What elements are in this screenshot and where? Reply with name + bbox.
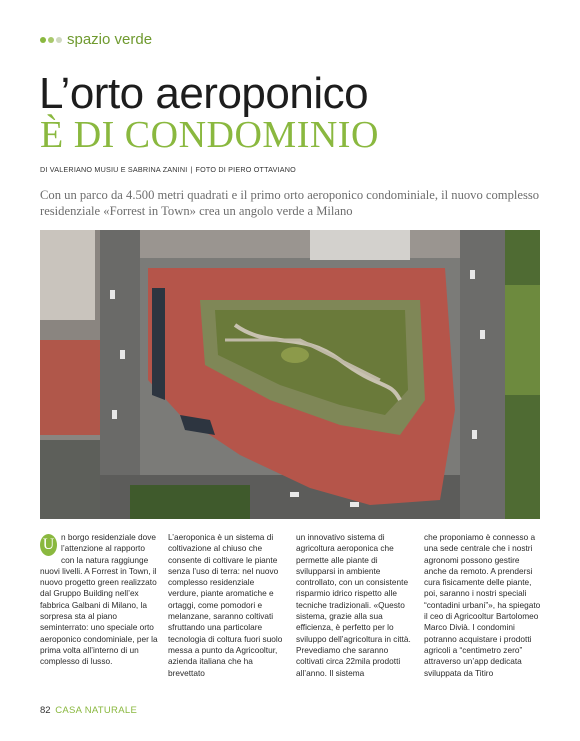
photo-park-east <box>505 285 540 395</box>
aerial-photo <box>40 230 540 519</box>
aerial-photo-image <box>40 230 540 519</box>
body-column-3-text: un innovativo sistema di agricoltura aeroponica che permette alle piante di svilupparsi in ambiente controllato, con un consistente risparmio idrico rispetto alle tecniche tradizionali. «Questo sistema, grazie alla sua efficienza, è perfetto per lo sviluppo dell’agricoltura in città. Prevediamo che saranno coltivati circa 22mila prodotti all’anno. Il sistema <box>296 532 411 678</box>
photo-street-east <box>460 230 510 519</box>
body-column-1-text: n borgo residenziale dove l’attenzione al rapporto con la natura raggiunge nuovi livelli. A Forrest in Town, il nuovo progetto green realizzato dal Gruppo Building nell’ex fabbrica Galbani di Milano, la sorpresa sta al piano seminterrato: uno speciale orto aeroponico condominiale, per la prima volta all’interno di un complesso di lusso. <box>40 532 158 667</box>
dot-mid-green <box>48 37 54 43</box>
body-column-3 <box>296 532 414 679</box>
byline <box>40 165 296 174</box>
publication-name: CASA NATURALE <box>55 705 138 716</box>
article-title-line1: L’orto aeroponico <box>39 69 369 118</box>
photo-left-parking <box>40 440 110 519</box>
section-label: spazio verde <box>67 31 153 48</box>
dot-dark-green <box>40 37 46 43</box>
page-number: 82 <box>40 705 51 716</box>
photo-garden-bed <box>281 347 309 363</box>
body-column-4 <box>424 532 542 679</box>
body-column-1 <box>40 532 158 668</box>
dot-light-green <box>56 37 62 43</box>
byline-photo-credit: FOTO DI PIERO OTTAVIANO <box>195 165 296 174</box>
photo-top-white-roof <box>310 230 410 260</box>
article-title-line2: È DI CONDOMINIO <box>40 114 379 156</box>
page-footer <box>40 705 137 716</box>
photo-left-roofs <box>40 340 102 435</box>
dropcap: U <box>40 534 57 556</box>
body-column-4-text: che proponiamo è connesso a una sede centrale che i nostri agronomi possono gestire anche da remoto. A prendersi cura fisicamente delle piante, poi, saranno i nostri speciali “contadini urbani”», ha spiegato il ceo di Agricooltur Bartolomeo Marco Divià. I condomini potranno acquistare i prodotti agricoli a “centimetro zero” attraverso un’app dedicata sviluppata da Titiro <box>424 532 541 678</box>
photo-solar-panels-west <box>152 288 165 400</box>
byline-authors: DI VALERIANO MUSIU E SABRINA ZANINI <box>40 165 188 174</box>
photo-south-trees <box>130 485 250 519</box>
article-body <box>40 532 540 722</box>
byline-separator: | <box>190 165 193 174</box>
section-dots <box>40 37 62 43</box>
body-column-2-text: L’aeroponica è un sistema di coltivazione al chiuso che consente di coltivare le piante senza l’uso di terra: nel nuovo complesso residenziale verdure, piante aromatiche e ortaggi, come pomodori e melanzane, saranno coltivati sfruttando una particolare tecnologia di coltura fuori suolo messa a punto da Agricooltur, azienda italiana che ha brevettato <box>168 532 283 678</box>
article-lead: Con un parco da 4.500 metri quadrati e il primo orto aeroponico condominiale, il nuovo complesso residenziale «Forrest in Town» crea un angolo verde a Milano <box>40 188 540 218</box>
body-column-2 <box>168 532 286 679</box>
photo-top-block <box>140 230 460 258</box>
photo-left-buildings <box>40 230 95 320</box>
